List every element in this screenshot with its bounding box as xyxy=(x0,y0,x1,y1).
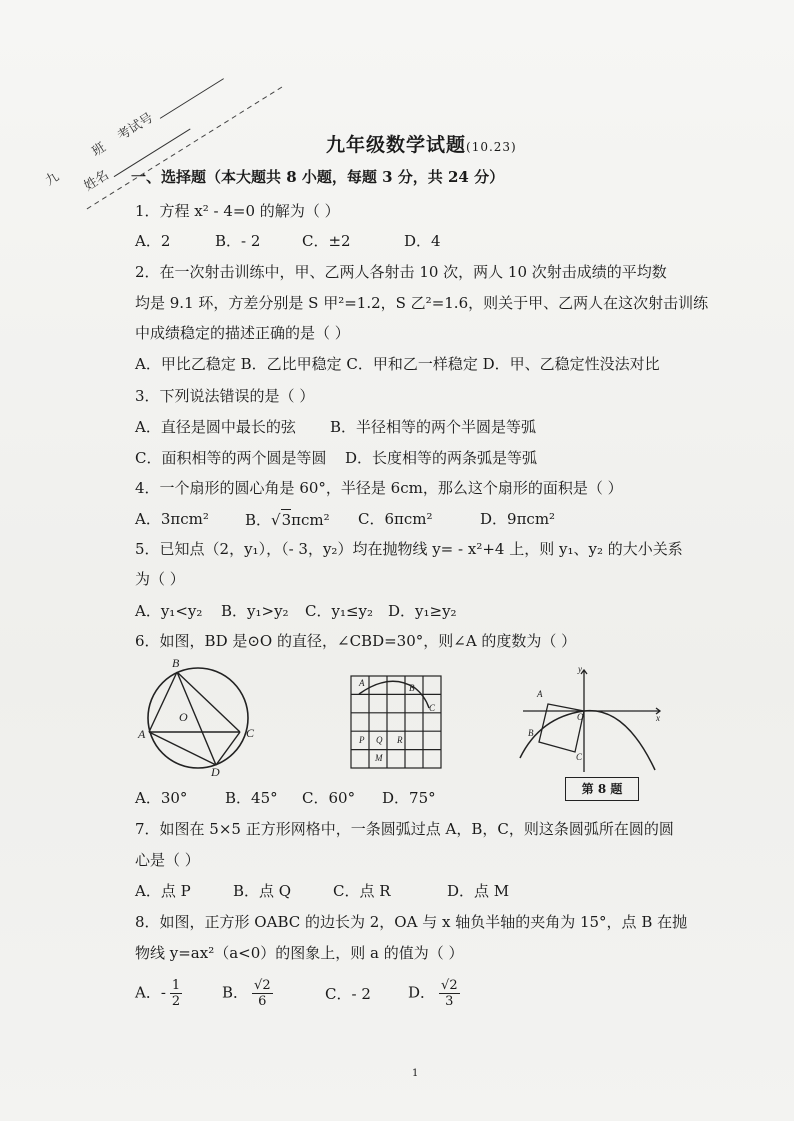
binding-name-label: 姓名 xyxy=(81,166,112,194)
q7-line-2: 心是（ ） xyxy=(135,851,200,869)
fig7-label-p: P xyxy=(359,735,365,745)
figure-q7-grid xyxy=(345,670,445,775)
q8-d-denominator: 3 xyxy=(445,994,454,1009)
page-number: 1 xyxy=(412,1068,419,1079)
q3-choice-a: A．直径是圆中最长的弦 xyxy=(135,418,296,436)
title-date: (10.23) xyxy=(466,140,517,154)
fig6-label-a: A xyxy=(138,727,146,741)
binding-class-label: 九 xyxy=(42,168,62,189)
q5-choice-c: C．y₁≤y₂ xyxy=(305,602,374,620)
q3-choice-d: D．长度相等的两条弧是等弧 xyxy=(345,449,538,467)
q5-choice-b: B．y₁>y₂ xyxy=(221,602,289,620)
q4-choice-a: A．3πcm² xyxy=(135,510,209,528)
fig8-label-o: O xyxy=(577,712,584,722)
fig8-label-x: x xyxy=(656,713,660,723)
figure-q6-circle xyxy=(130,655,270,780)
q8-d-numerator: √2 xyxy=(441,978,458,993)
q2-line-2: 均是 9.1 环，方差分别是 S 甲²=1.2，S 乙²=1.6，则关于甲、乙两人在这次射击训练 xyxy=(135,294,709,312)
q8-a-prefix: A．- xyxy=(135,983,166,1002)
q4-stem: 4．一个扇形的圆心角是 60°，半径是 6cm，那么这个扇形的面积是（ ） xyxy=(135,479,623,497)
fig7-label-c: C xyxy=(429,703,436,713)
q4-b-suffix: πcm² xyxy=(291,511,330,529)
q3-choice-b: B．半径相等的两个半圆是等弧 xyxy=(330,418,537,436)
q4-choice-c: C．6πcm² xyxy=(358,510,433,528)
sqrt-icon: √ xyxy=(271,511,281,529)
q5-choice-d: D．y₁≥y₂ xyxy=(388,602,457,620)
q5-line-2: 为（ ） xyxy=(135,570,185,588)
q8-choice-d xyxy=(408,978,460,1009)
q7-choice-c: C．点 R xyxy=(333,882,391,900)
fig8-label-a: A xyxy=(537,689,543,699)
q5-line-1: 5．已知点（2，y₁），（- 3，y₂）均在抛物线 y= - x²+4 上，则 y₁、y₂ 的大小关系 xyxy=(135,540,683,558)
q7-line-1: 7．如图在 5×5 正方形网格中，一条圆弧过点 A，B，C，则这条圆弧所在圆的圆 xyxy=(135,820,674,838)
q2-choices: A．甲比乙稳定 B．乙比甲稳定 C．甲和乙一样稳定 D．甲、乙稳定性没法对比 xyxy=(135,355,660,373)
q8-a-denominator: 2 xyxy=(171,994,181,1009)
fig7-label-r: R xyxy=(397,735,403,745)
q7-choice-d: D．点 M xyxy=(447,882,510,900)
q2-line-1: 2．在一次射击训练中，甲、乙两人各射击 10 次，两人 10 次射击成绩的平均数 xyxy=(135,263,667,281)
fig8-label-c: C xyxy=(576,752,583,762)
q4-choice-b xyxy=(245,509,330,530)
fig7-label-a: A xyxy=(359,678,365,688)
fig7-label-q: Q xyxy=(376,735,383,745)
fig6-label-d: D xyxy=(211,765,220,779)
q6-stem: 6．如图，BD 是⊙O 的直径，∠CBD=30°，则∠A 的度数为（ ） xyxy=(135,632,577,650)
q4-choice-d: D．9πcm² xyxy=(480,510,556,528)
q2-line-3: 中成绩稳定的描述正确的是（ ） xyxy=(135,324,350,342)
q5-choice-a: A．y₁<y₂ xyxy=(135,602,203,620)
q7-choice-a: A．点 P xyxy=(135,882,191,900)
q6-choice-b: B．45° xyxy=(225,789,278,807)
fig8-label-b: B xyxy=(528,728,534,738)
q8-b-numerator: √2 xyxy=(254,978,271,993)
title-text: 九年级数学试题 xyxy=(326,134,467,156)
q1-stem: 1．方程 x² - 4=0 的解为（ ） xyxy=(135,202,340,220)
fig8-caption: 第 8 题 xyxy=(565,777,639,801)
fig6-label-o: O xyxy=(179,710,188,724)
binding-ban-label: 班 xyxy=(89,139,109,159)
q8-b-prefix: B． xyxy=(222,983,249,1002)
q8-b-denominator: 6 xyxy=(258,994,267,1009)
q6-choice-a: A．30° xyxy=(135,789,188,807)
q8-a-fraction xyxy=(170,978,182,1009)
fig7-label-m: M xyxy=(375,753,383,763)
q8-choice-c: C．- 2 xyxy=(325,985,371,1003)
q6-choice-d: D．75° xyxy=(382,789,436,807)
page-title xyxy=(326,130,517,157)
q3-stem: 3．下列说法错误的是（ ） xyxy=(135,387,315,405)
q1-choice-b: B．- 2 xyxy=(215,232,261,250)
q8-line-2: 物线 y=ax²（a<0）的图象上，则 a 的值为（ ） xyxy=(135,944,464,962)
q6-choice-c: C．60° xyxy=(302,789,356,807)
q3-choice-c: C．面积相等的两个圆是等圆 xyxy=(135,449,327,467)
exam-no-line xyxy=(160,79,224,119)
fig6-label-c: C xyxy=(246,726,255,740)
q7-choice-b: B．点 Q xyxy=(233,882,292,900)
q4-b-radicand: 3 xyxy=(281,511,292,529)
binding-exam-no-label: 考试号 xyxy=(114,109,156,144)
fig7-label-b: B xyxy=(409,683,415,693)
q8-d-prefix: D． xyxy=(408,983,436,1002)
q8-d-fraction xyxy=(439,978,460,1009)
fig8-label-y: y xyxy=(578,664,582,674)
figure-q8-parabola xyxy=(515,662,675,774)
q8-choice-b xyxy=(222,978,273,1009)
section-heading: 一、选择题（本大题共 8 小题，每题 3 分，共 24 分） xyxy=(131,168,505,186)
q4-b-prefix: B． xyxy=(245,511,272,529)
q8-line-1: 8．如图，正方形 OABC 的边长为 2，OA 与 x 轴负半轴的夹角为 15°，点 B 在抛 xyxy=(135,913,688,931)
q1-choice-d: D．4 xyxy=(404,232,441,250)
q1-choice-a: A．2 xyxy=(135,232,171,250)
fig6-label-b: B xyxy=(172,656,180,670)
q1-choice-c: C．±2 xyxy=(302,232,351,250)
q8-choice-a xyxy=(135,978,182,1009)
q8-a-numerator: 1 xyxy=(171,978,181,993)
q8-b-fraction xyxy=(252,978,273,1009)
